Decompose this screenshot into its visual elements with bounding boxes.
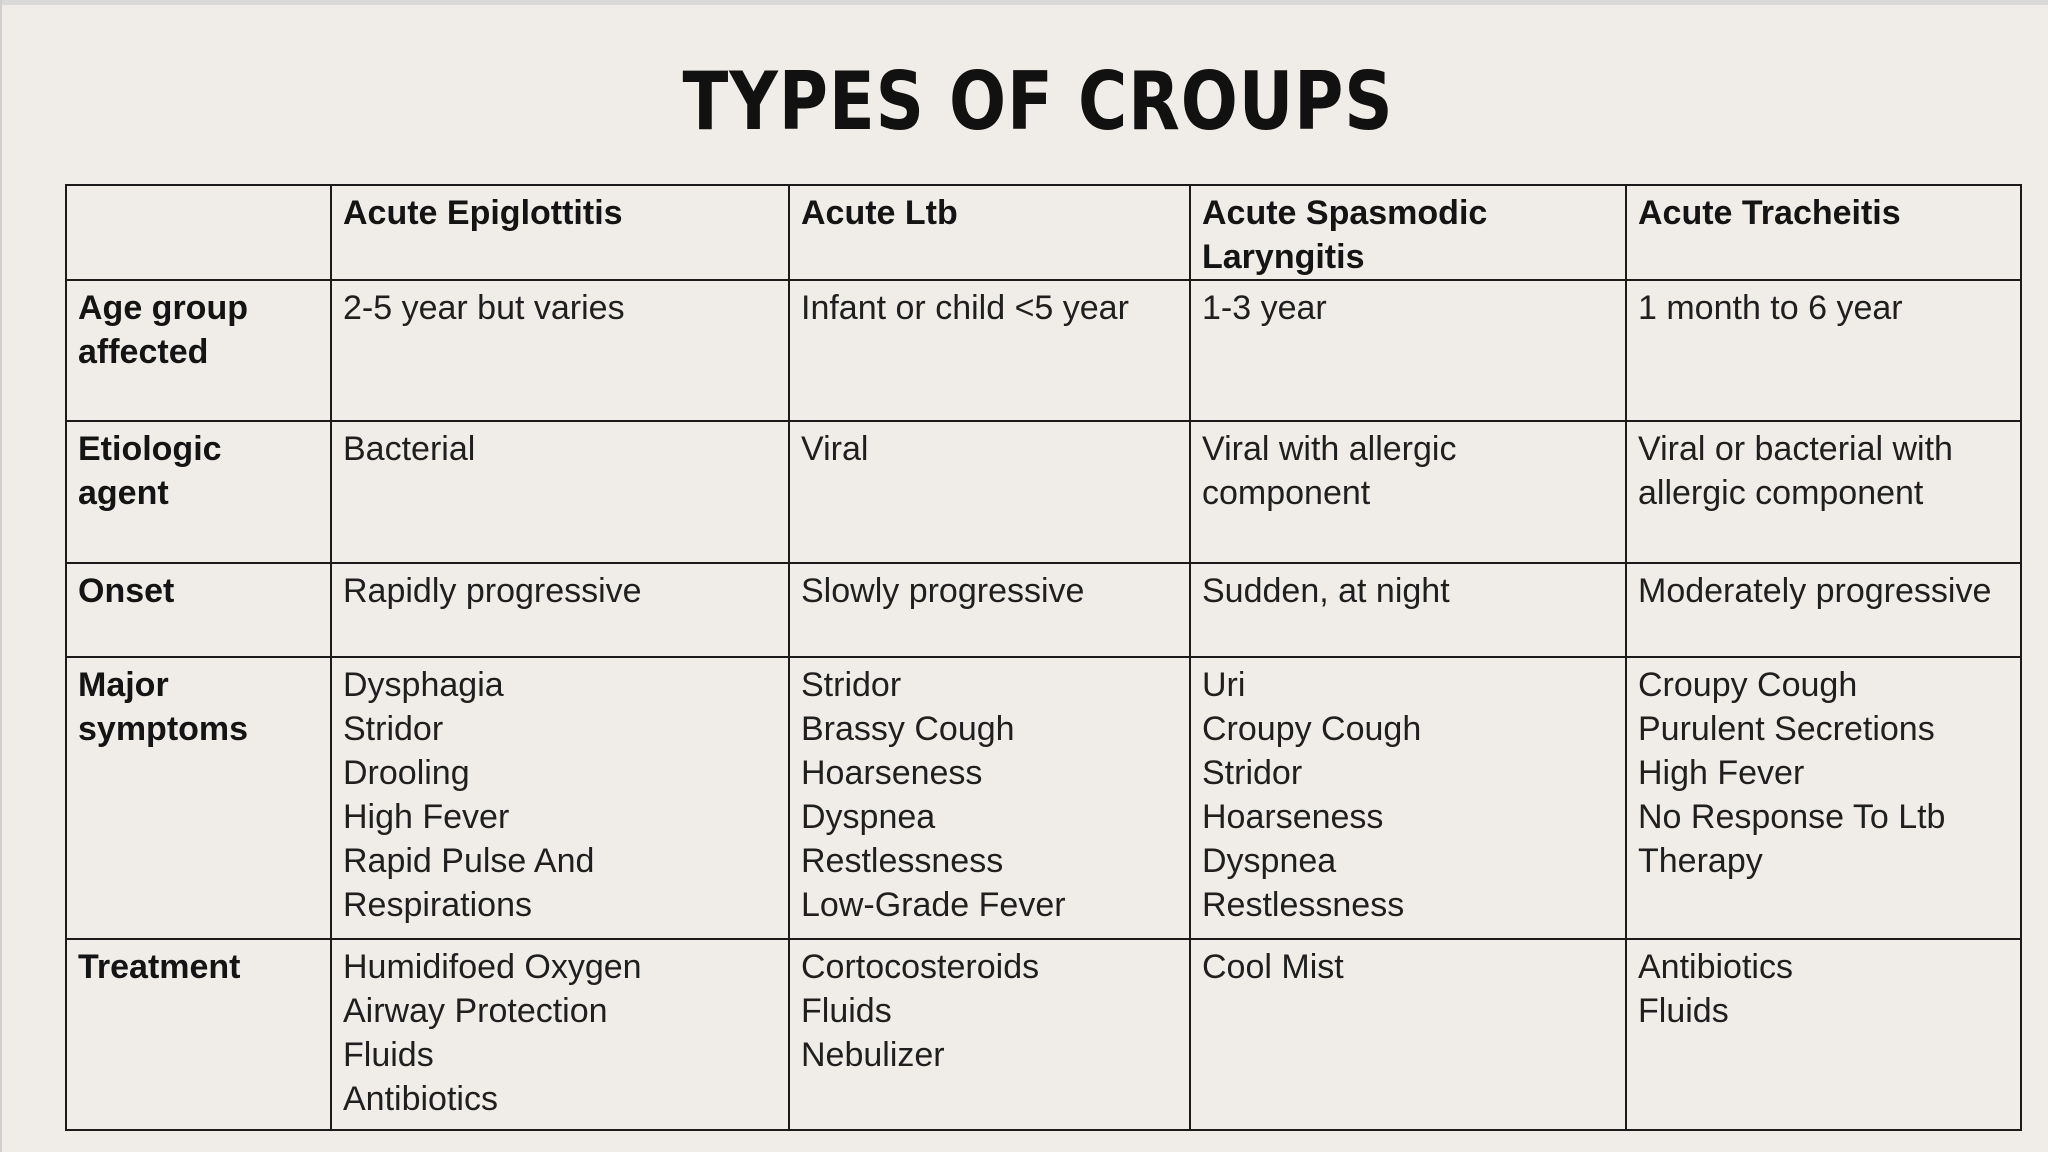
cell-text-line: Bacterial: [343, 430, 476, 468]
cell-text-line: Antibiotics: [343, 1080, 498, 1118]
cell-text-line: Fluids: [343, 1036, 434, 1074]
cell-text-line: allergic component: [1638, 474, 1924, 512]
cell-text-line: Restlessness: [801, 842, 1004, 880]
table-cell-ltb: [789, 939, 1190, 1130]
cell-text-line: Low-Grade Fever: [801, 886, 1066, 924]
cell-text-line: Humidifoed Oxygen: [343, 948, 642, 986]
cell-text-line: Antibiotics: [1638, 948, 1793, 986]
table-cell-ltb: [789, 280, 1190, 421]
table-cell-tracheitis: [1626, 939, 2021, 1130]
cell-text-line: Cortocosteroids: [801, 948, 1040, 986]
table-row: [66, 563, 2021, 657]
cell-text-line: Dysphagia: [343, 666, 504, 704]
cell-text-line: Dyspnea: [1202, 842, 1337, 880]
cell-text-line: Viral with allergic: [1202, 430, 1457, 468]
cell-text-line: Stridor: [1202, 754, 1303, 792]
cell-text-line: Viral: [801, 430, 869, 468]
table-cell-tracheitis: [1626, 421, 2021, 563]
cell-text-line: 1 month to 6 year: [1638, 289, 1903, 327]
table-cell-spasmodic-laryngitis: [1190, 563, 1626, 657]
cell-text-line: 2-5 year but varies: [343, 289, 625, 327]
cell-text-line: Fluids: [801, 992, 892, 1030]
cell-text-line: Purulent Secretions: [1638, 710, 1935, 748]
slide-title: TYPES OF CROUPS: [682, 55, 1394, 148]
header-row: [66, 185, 2021, 280]
cell-text-line: component: [1202, 474, 1371, 512]
cell-text-line: Airway Protection: [343, 992, 608, 1030]
table-row: [66, 939, 2021, 1130]
cell-text-line: Fluids: [1638, 992, 1729, 1030]
header-cell-epiglottitis: Acute Epiglottitis: [331, 185, 789, 280]
header-cell-empty: [66, 185, 331, 280]
cell-text-line: Respirations: [343, 886, 532, 924]
cell-text-line: Infant or child <5 year: [801, 289, 1129, 327]
cell-text-line: High Fever: [343, 798, 510, 836]
table-row: [66, 421, 2021, 563]
row-label: Age group affected: [66, 280, 331, 421]
table-cell-ltb: [789, 563, 1190, 657]
cell-text-line: Rapid Pulse And: [343, 842, 595, 880]
row-label: Onset: [66, 563, 331, 657]
cell-text-line: Restlessness: [1202, 886, 1405, 924]
cell-text-line: Drooling: [343, 754, 470, 792]
row-label: Etiologic agent: [66, 421, 331, 563]
table-cell-ltb: [789, 657, 1190, 939]
table-cell-tracheitis: [1626, 280, 2021, 421]
cell-text-line: Rapidly progressive: [343, 572, 642, 610]
table-cell-epiglottitis: [331, 421, 789, 563]
cell-text-line: Sudden, at night: [1202, 572, 1450, 610]
header-cell-ltb: Acute Ltb: [789, 185, 1190, 280]
row-label: Major symptoms: [66, 657, 331, 939]
cell-text-line: Stridor: [343, 710, 444, 748]
row-label: Treatment: [66, 939, 331, 1130]
header-cell-spasmodic-laryngitis: Acute Spasmodic Laryngitis: [1190, 185, 1626, 280]
cell-text-line: Cool Mist: [1202, 948, 1344, 986]
cell-text-line: High Fever: [1638, 754, 1805, 792]
cell-text-line: Slowly progressive: [801, 572, 1085, 610]
table-cell-epiglottitis: [331, 939, 789, 1130]
cell-text-line: Croupy Cough: [1638, 666, 1858, 704]
cell-text-line: Croupy Cough: [1202, 710, 1422, 748]
cell-text-line: Brassy Cough: [801, 710, 1015, 748]
slide: [0, 5, 2048, 1152]
table-cell-epiglottitis: [331, 563, 789, 657]
table-cell-epiglottitis: [331, 657, 789, 939]
cell-text-line: Stridor: [801, 666, 902, 704]
cell-text-line: Uri: [1202, 666, 1246, 704]
slide-edge: [0, 0, 2, 1152]
cell-text-line: Moderately progressive: [1638, 572, 1992, 610]
table-cell-tracheitis: [1626, 563, 2021, 657]
cell-text-line: Dyspnea: [801, 798, 936, 836]
table-cell-spasmodic-laryngitis: [1190, 939, 1626, 1130]
cell-text-line: Viral or bacterial with: [1638, 430, 1953, 468]
table-cell-tracheitis: [1626, 657, 2021, 939]
cell-text-line: Therapy: [1638, 842, 1763, 880]
cell-text-line: Hoarseness: [1202, 798, 1384, 836]
header-cell-tracheitis: Acute Tracheitis: [1626, 185, 2021, 280]
cell-text-line: Hoarseness: [801, 754, 983, 792]
cell-text-line: Nebulizer: [801, 1036, 945, 1074]
table-cell-spasmodic-laryngitis: [1190, 280, 1626, 421]
table-row: [66, 280, 2021, 421]
table-cell-ltb: [789, 421, 1190, 563]
cell-text-line: 1-3 year: [1202, 289, 1327, 327]
croup-comparison-table: [65, 184, 2022, 1131]
table-cell-epiglottitis: [331, 280, 789, 421]
table-cell-spasmodic-laryngitis: [1190, 421, 1626, 563]
table-cell-spasmodic-laryngitis: [1190, 657, 1626, 939]
cell-text-line: No Response To Ltb: [1638, 798, 1946, 836]
table-row: [66, 657, 2021, 939]
